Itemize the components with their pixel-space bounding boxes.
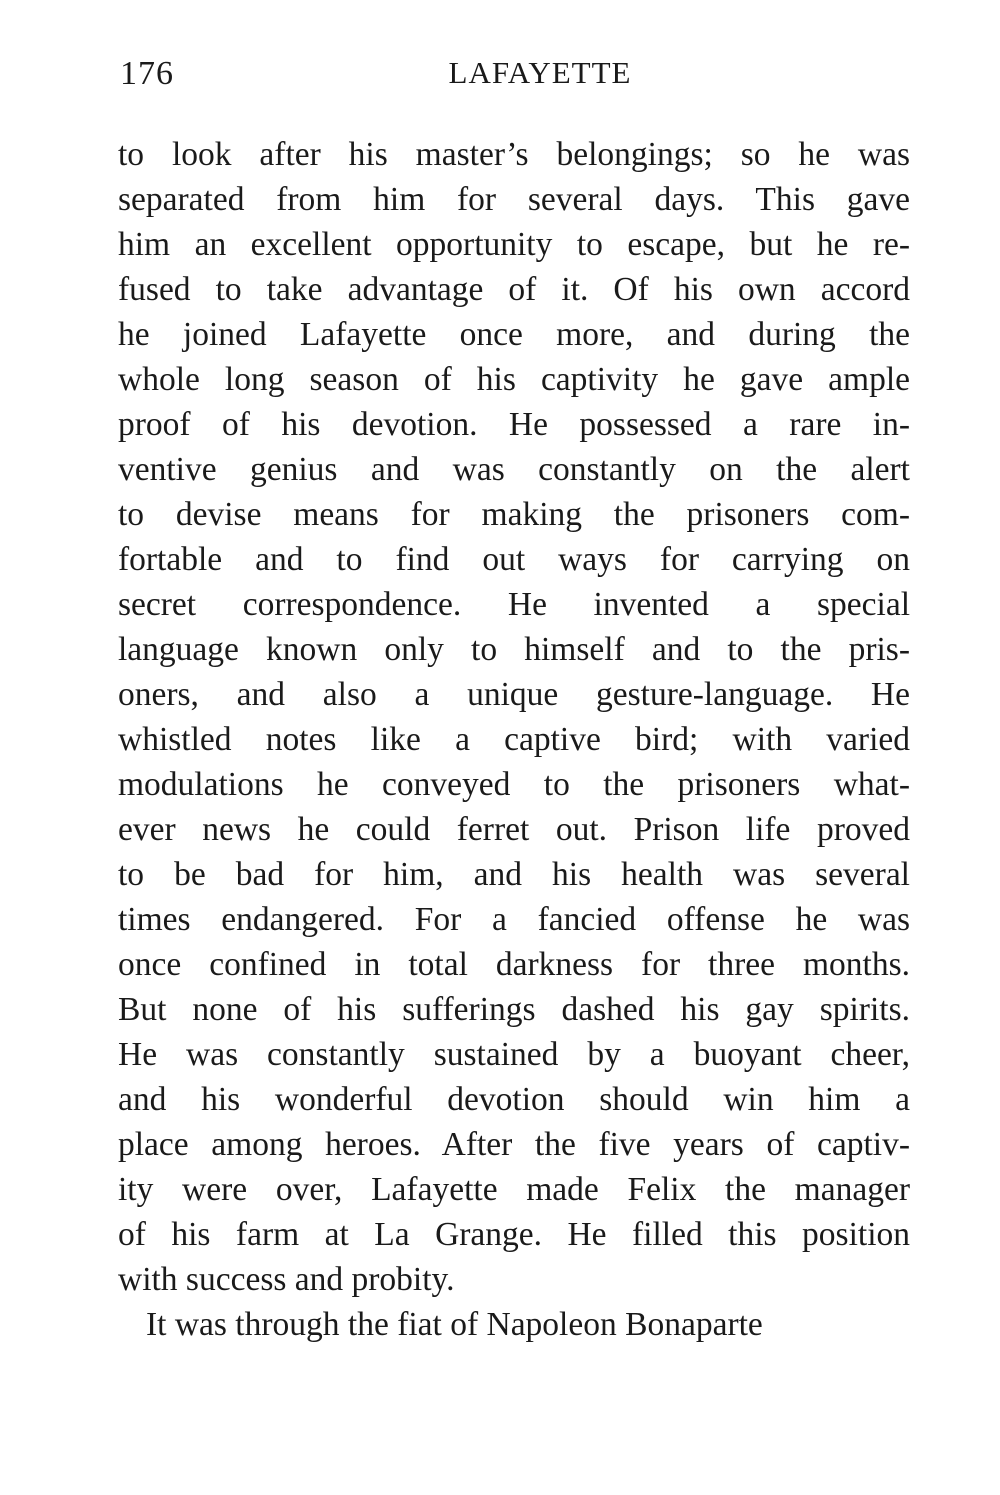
page-header: [120, 55, 910, 100]
paragraph-end-line: with success and probity.: [118, 1261, 455, 1298]
text-line: times endangered. For a fancied offense he was: [118, 901, 910, 938]
text-line: he joined Lafayette once more, and during the: [118, 316, 910, 353]
text-line: to be bad for him, and his health was several: [118, 856, 910, 893]
text-line: language known only to himself and to the pris-: [118, 631, 910, 668]
text-line: fortable and to find out ways for carrying on: [118, 541, 910, 578]
text-line: He was constantly sustained by a buoyant cheer,: [118, 1036, 910, 1073]
paragraph-start-line: It was through the fiat of Napoleon Bonaparte: [146, 1306, 763, 1343]
text-line: once confined in total darkness for three months.: [118, 946, 910, 983]
text-line: modulations he conveyed to the prisoners what-: [118, 766, 910, 803]
text-line: whole long season of his captivity he gave ample: [118, 361, 910, 398]
text-line: ever news he could ferret out. Prison life proved: [118, 811, 910, 848]
text-line: place among heroes. After the five years of captiv-: [118, 1126, 910, 1163]
text-line: fused to take advantage of it. Of his own accord: [118, 271, 910, 308]
text-line: whistled notes like a captive bird; with varied: [118, 721, 910, 758]
text-line: ity were over, Lafayette made Felix the manager: [118, 1171, 910, 1208]
text-line: proof of his devotion. He possessed a rare in-: [118, 406, 910, 443]
text-line: secret correspondence. He invented a special: [118, 586, 910, 623]
body-text: [118, 132, 910, 1347]
text-line: to look after his master’s belongings; so he was: [118, 136, 910, 173]
page-number: 176: [120, 55, 174, 92]
text-line: separated from him for several days. This gave: [118, 181, 910, 218]
text-line: oners, and also a unique gesture-language. He: [118, 676, 910, 713]
text-line: ventive genius and was constantly on the alert: [118, 451, 910, 488]
text-line: and his wonderful devotion should win him a: [118, 1081, 910, 1118]
text-line: him an excellent opportunity to escape, but he re-: [118, 226, 910, 263]
text-line: But none of his sufferings dashed his gay spirits.: [118, 991, 910, 1028]
running-title: LAFAYETTE: [448, 55, 632, 90]
text-line: of his farm at La Grange. He filled this position: [118, 1216, 910, 1253]
text-line: to devise means for making the prisoners com-: [118, 496, 910, 533]
